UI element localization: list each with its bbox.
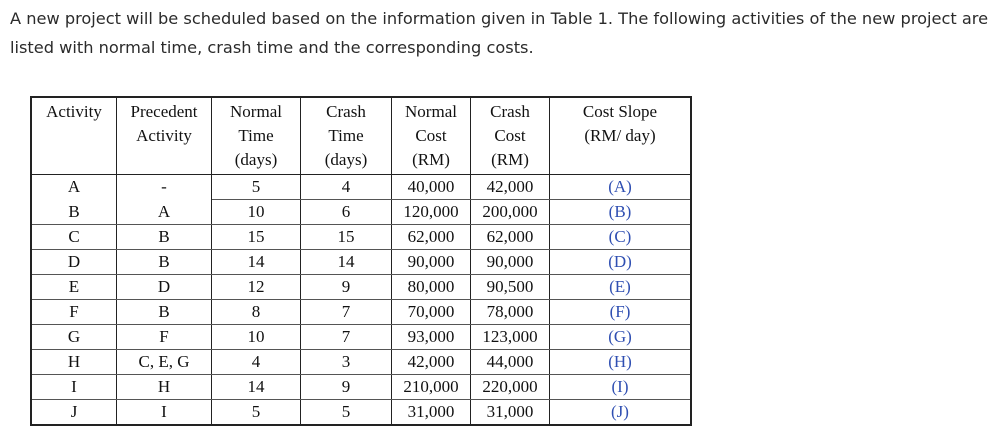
cell-activity: J (31, 400, 117, 426)
cell-normal-cost: 40,000 (392, 175, 471, 200)
cell-precedent-activity: B (117, 300, 212, 325)
cell-activity: D (31, 250, 117, 275)
table-row (31, 175, 691, 200)
header-line: Crash (490, 102, 530, 121)
header-line: Activity (136, 126, 192, 145)
cell-normal-time: 14 (212, 375, 301, 400)
cell-crash-cost: 42,000 (471, 175, 550, 200)
intro-paragraph: A new project will be scheduled based on the information given in Table 1. The following activities of the new project are listed with normal time, crash time and the corresponding costs. (10, 9, 989, 57)
cell-cost-slope: (D) (550, 250, 692, 275)
cell-crash-cost: 200,000 (471, 200, 550, 225)
cell-cost-slope: (J) (550, 400, 692, 426)
cell-activity: H (31, 350, 117, 375)
cell-activity: I (31, 375, 117, 400)
cell-precedent-activity: B (117, 250, 212, 275)
table-row (31, 200, 691, 225)
table-row (31, 400, 691, 426)
header-line: Cost (415, 126, 447, 145)
cell-normal-time: 5 (212, 175, 301, 200)
cell-precedent-activity: - (117, 175, 212, 200)
cell-normal-time: 12 (212, 275, 301, 300)
cell-normal-time: 10 (212, 200, 301, 225)
cell-crash-cost: 62,000 (471, 225, 550, 250)
header-line: (RM) (412, 150, 450, 169)
cell-normal-time: 8 (212, 300, 301, 325)
cell-crash-cost: 123,000 (471, 325, 550, 350)
header-cost-slope (550, 97, 692, 175)
cell-activity: E (31, 275, 117, 300)
cell-crash-cost: 78,000 (471, 300, 550, 325)
cell-crash-cost: 31,000 (471, 400, 550, 426)
cell-cost-slope: (F) (550, 300, 692, 325)
table-row (31, 375, 691, 400)
cell-normal-cost: 93,000 (392, 325, 471, 350)
header-crash-time (301, 97, 392, 175)
cell-activity: C (31, 225, 117, 250)
cell-normal-cost: 42,000 (392, 350, 471, 375)
cell-cost-slope: (H) (550, 350, 692, 375)
cell-crash-time: 9 (301, 275, 392, 300)
cell-crash-cost: 44,000 (471, 350, 550, 375)
cell-precedent-activity: A (117, 200, 212, 225)
table-row (31, 275, 691, 300)
cell-crash-time: 7 (301, 325, 392, 350)
cell-cost-slope: (G) (550, 325, 692, 350)
table-row (31, 250, 691, 275)
header-line: (RM/ day) (584, 126, 656, 145)
cell-activity: B (31, 200, 117, 225)
table-body (31, 175, 691, 426)
header-line: Precedent (130, 102, 198, 121)
cell-normal-time: 15 (212, 225, 301, 250)
cell-crash-time: 9 (301, 375, 392, 400)
cell-normal-time: 10 (212, 325, 301, 350)
cell-crash-time: 3 (301, 350, 392, 375)
header-line: Time (238, 126, 274, 145)
header-crash-cost (471, 97, 550, 175)
cell-activity: A (31, 175, 117, 200)
cell-precedent-activity: F (117, 325, 212, 350)
table-row (31, 325, 691, 350)
cell-cost-slope: (E) (550, 275, 692, 300)
header-precedent-activity (117, 97, 212, 175)
header-line: (days) (234, 150, 278, 169)
cell-crash-cost: 90,500 (471, 275, 550, 300)
cell-normal-cost: 62,000 (392, 225, 471, 250)
header-normal-time (212, 97, 301, 175)
header-line: Crash (326, 102, 366, 121)
cell-precedent-activity: B (117, 225, 212, 250)
cell-normal-time: 5 (212, 400, 301, 426)
cell-cost-slope: (I) (550, 375, 692, 400)
cell-crash-cost: 220,000 (471, 375, 550, 400)
header-line: Time (328, 126, 364, 145)
cell-crash-cost: 90,000 (471, 250, 550, 275)
cell-crash-time: 5 (301, 400, 392, 426)
cell-normal-cost: 90,000 (392, 250, 471, 275)
header-line: Cost Slope (582, 102, 658, 121)
cell-crash-time: 6 (301, 200, 392, 225)
cell-crash-time: 4 (301, 175, 392, 200)
header-line: Activity (46, 102, 102, 121)
cell-crash-time: 7 (301, 300, 392, 325)
cell-crash-time: 15 (301, 225, 392, 250)
header-activity (31, 97, 117, 175)
cell-precedent-activity: I (117, 400, 212, 426)
header-line: Cost (494, 126, 526, 145)
cell-normal-time: 4 (212, 350, 301, 375)
table-row (31, 225, 691, 250)
cell-activity: G (31, 325, 117, 350)
cell-normal-cost: 210,000 (392, 375, 471, 400)
cell-cost-slope: (B) (550, 200, 692, 225)
table-row (31, 300, 691, 325)
cell-precedent-activity: D (117, 275, 212, 300)
cell-normal-cost: 70,000 (392, 300, 471, 325)
cell-normal-cost: 120,000 (392, 200, 471, 225)
cell-normal-cost: 80,000 (392, 275, 471, 300)
cell-activity: F (31, 300, 117, 325)
cell-cost-slope: (A) (550, 175, 692, 200)
table-header-row (31, 97, 691, 175)
cell-cost-slope: (C) (550, 225, 692, 250)
header-line: (days) (324, 150, 368, 169)
cell-precedent-activity: C, E, G (117, 350, 212, 375)
header-line: Normal (405, 102, 457, 121)
cell-normal-time: 14 (212, 250, 301, 275)
table-row (31, 350, 691, 375)
header-line: (RM) (491, 150, 529, 169)
cell-normal-cost: 31,000 (392, 400, 471, 426)
header-normal-cost (392, 97, 471, 175)
cell-precedent-activity: H (117, 375, 212, 400)
activity-table (30, 96, 692, 426)
table-1 (30, 96, 692, 426)
cell-crash-time: 14 (301, 250, 392, 275)
header-line: Normal (230, 102, 282, 121)
